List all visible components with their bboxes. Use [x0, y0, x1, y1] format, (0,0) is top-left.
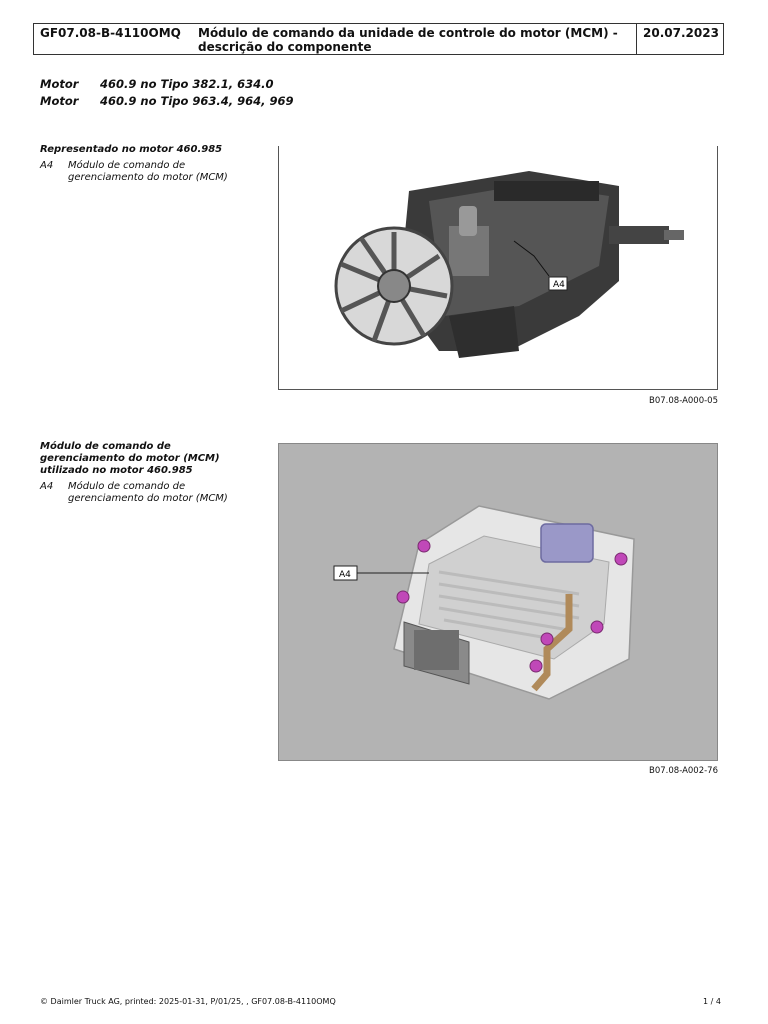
figure-2-reference: B07.08-A002-76: [649, 766, 718, 776]
motor-label: Motor: [40, 94, 79, 108]
figure-1-caption: [40, 144, 255, 184]
footer-copyright: © Daimler Truck AG, printed: 2025-01-31, P/01/25, , GF07.08-B-4110OMQ: [40, 997, 336, 1006]
figure-2-caption: [40, 441, 255, 505]
figure-2-legend: [40, 481, 255, 505]
document-header: [33, 23, 724, 55]
document-id: GF07.08-B-4110OMQ: [40, 26, 181, 40]
motor-applicability-1: [40, 77, 274, 91]
motor-applicability-2: [40, 94, 294, 108]
motor-value: 460.9 no Tipo 963.4, 964, 969: [100, 94, 294, 108]
engine-illustration: [279, 146, 717, 389]
document-date: 20.07.2023: [643, 26, 719, 40]
motor-value: 460.9 no Tipo 382.1, 634.0: [100, 77, 274, 91]
figure-2-mcm-image: [278, 443, 718, 761]
document-title: Módulo de comando da unidade de controle do motor (MCM) - descrição do componente: [192, 24, 637, 54]
figure-1-title: Representado no motor 460.985: [40, 144, 223, 155]
legend-code: A4: [40, 160, 54, 171]
motor-label: Motor: [40, 77, 79, 91]
figure-1-reference: B07.08-A000-05: [649, 396, 718, 406]
figure-2-title: Módulo de comando de gerenciamento do motor (MCM) utilizado no motor 460.985: [40, 441, 220, 476]
figure-2-callout: A4: [339, 570, 351, 580]
page-number: 1 / 4: [703, 997, 721, 1006]
legend-text: Módulo de comando de gerenciamento do motor (MCM): [68, 160, 228, 183]
legend-code: A4: [40, 481, 54, 492]
figure-1-callout: A4: [553, 280, 565, 290]
mcm-illustration: [279, 444, 717, 760]
figure-1-legend: [40, 160, 255, 184]
figure-1-engine-image: [278, 146, 718, 390]
legend-text: Módulo de comando de gerenciamento do motor (MCM): [68, 481, 228, 504]
